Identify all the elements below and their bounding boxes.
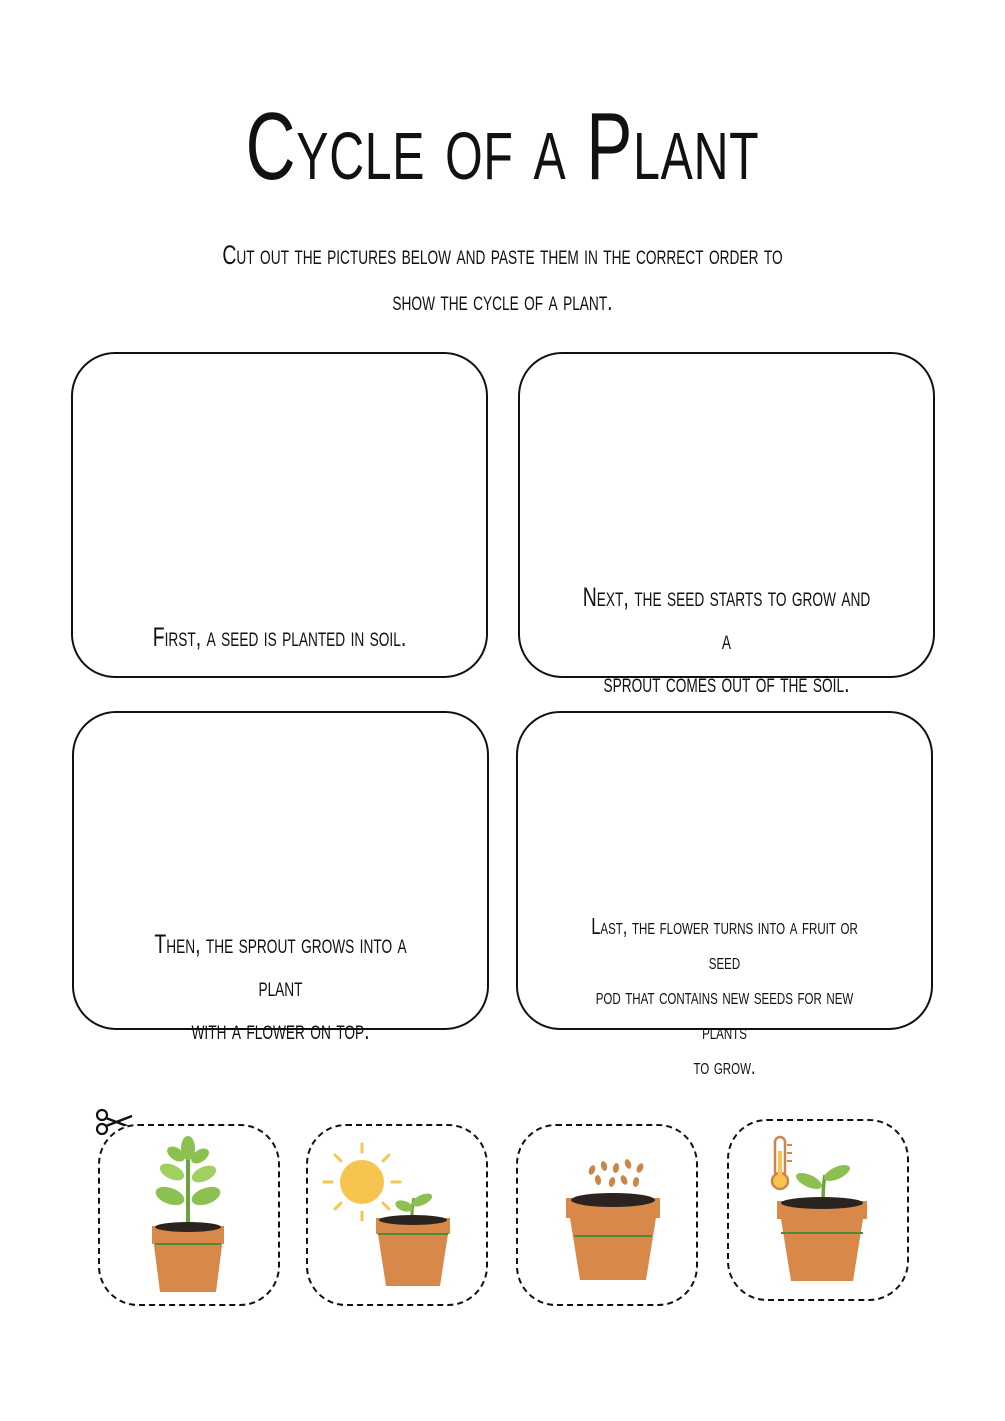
cutout-grown-plant[interactable] — [98, 1124, 280, 1306]
card-step-3[interactable] — [72, 711, 489, 1045]
instructions-line-2: show the cycle of a plant. — [392, 286, 613, 316]
potted-plant-grown-icon — [100, 1126, 282, 1308]
sun-sprout-pot-icon — [308, 1126, 490, 1308]
card-step-1[interactable] — [71, 352, 488, 678]
cutout-thermometer-sprout[interactable] — [727, 1119, 909, 1301]
card-step-3-text: Then, the sprout grows into a plant with a flower on top. — [154, 929, 407, 1045]
page-title: Cycle of a Plant — [245, 93, 760, 200]
card-step-4[interactable] — [516, 711, 933, 1079]
card-step-4-text: Last, the flower turns into a fruit or seed pod that contains new seeds for new plants to grow. — [591, 913, 858, 1079]
card-step-2-text: Next, the seed starts to grow and a sprout comes out of the soil. — [582, 582, 871, 698]
seeds-pot-icon — [518, 1126, 700, 1308]
cutout-sun-sprout[interactable] — [306, 1124, 488, 1306]
thermometer-sprout-pot-icon — [729, 1121, 911, 1303]
card-step-1-text: First, a seed is planted in soil. — [152, 622, 407, 652]
instructions — [213, 232, 793, 324]
card-step-2[interactable] — [518, 352, 935, 698]
instructions-line-1: Cut out the pictures below and paste them in the correct order to — [222, 240, 783, 270]
cutout-seeds[interactable] — [516, 1124, 698, 1306]
